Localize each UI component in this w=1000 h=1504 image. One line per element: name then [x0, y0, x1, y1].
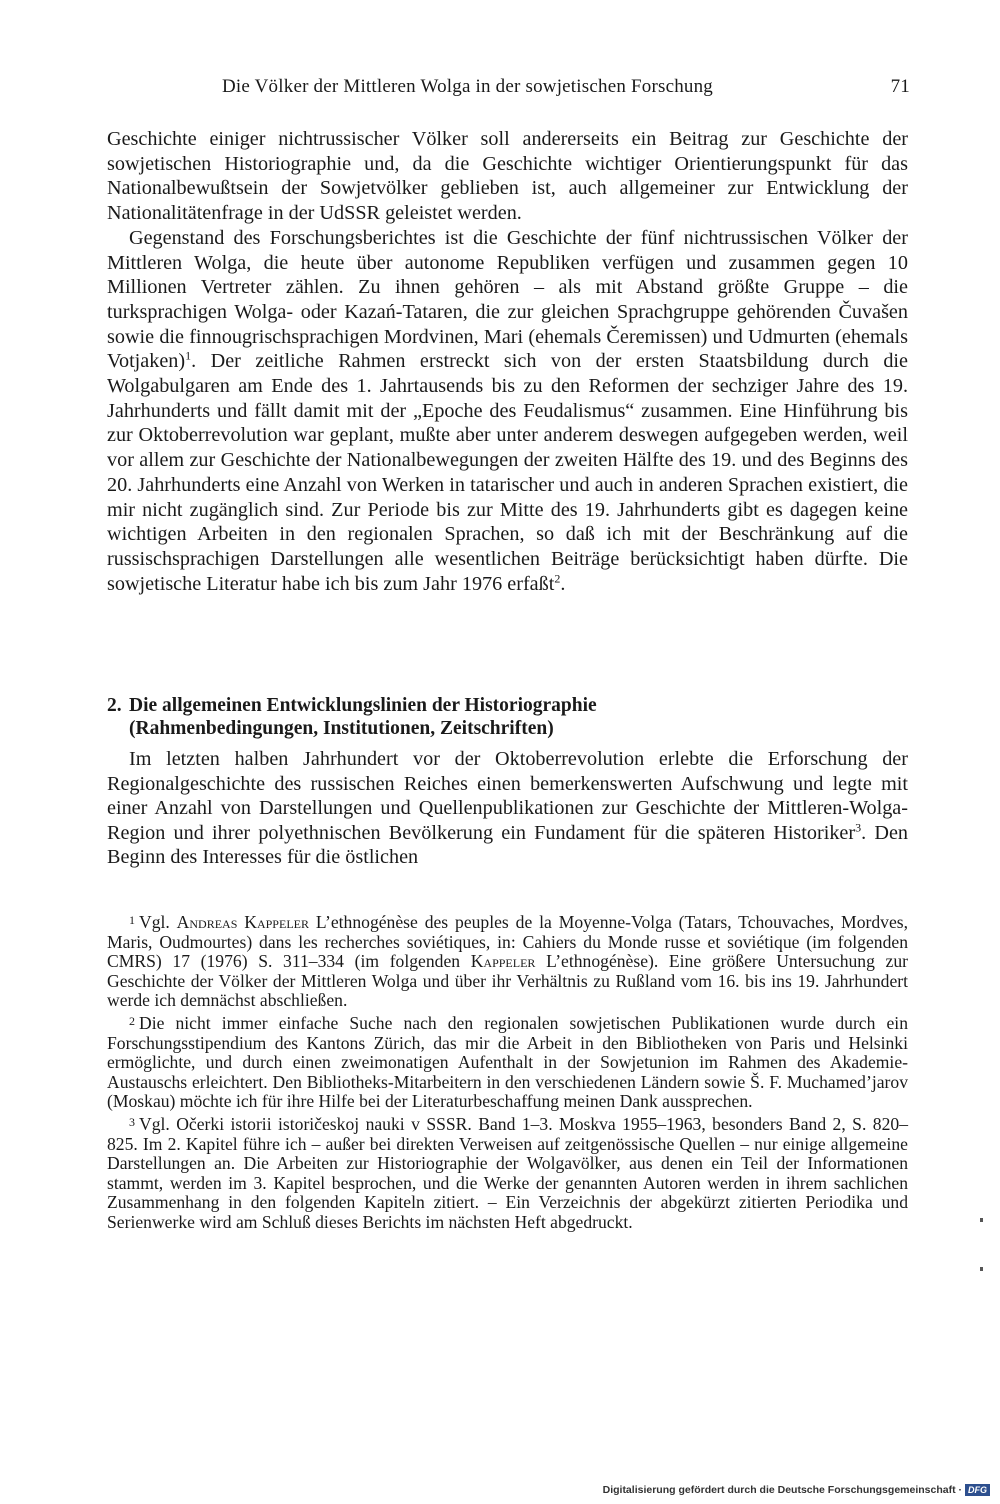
paragraph	[107, 226, 908, 597]
section-heading	[107, 694, 908, 740]
footnote-author: Andreas Kappeler	[176, 912, 309, 932]
footnote-text: L’ethnogénèse). Eine größere Untersuchung zur Geschichte der Völker der Mittleren Wolga und über ihr Verhältnis zu Rußland vom 16. bis ins 19. Jahrhundert werde ich demnächst abschließen.	[107, 951, 909, 1011]
section-body	[107, 747, 908, 870]
footnote-3	[107, 1113, 908, 1233]
footnote-marker: 3	[129, 1114, 135, 1129]
body-text	[107, 127, 908, 596]
digitization-notice	[603, 1484, 990, 1496]
paragraph-text: Im letzten halben Jahrhundert vor der Oktoberrevolution erlebte die Erforschung der Regionalgeschichte des russischen Reiches einen bemerkenswerten Aufschwung und legte mit einer Anzahl von Darstellungen und Quellenpublikationen zur Geschichte der Mittleren-Wolga-Region und ihrer polyethnischen Bevölkerung ein Fundament für die späteren Historiker	[107, 748, 908, 844]
digitization-text: Digitalisierung gefördert durch die Deutsche Forschungsgemeinschaft ·	[602, 1484, 962, 1496]
running-title: Die Völker der Mittleren Wolga in der sowjetischen Forschung	[222, 76, 713, 97]
footnote-2	[107, 1012, 908, 1112]
paragraph	[107, 747, 908, 870]
paragraph-text: .	[560, 572, 566, 595]
footnote-text: Die nicht immer einfache Suche nach den regionalen sowjetischen Publikationen wurde durch ein Forschungsstipendium des Kantons Zürich, das mir die Arbeit in den Bibliotheken von Paris und Helsinki ermöglichte, und durch einen zweimonatigen Aufenthalt in der Sowjetunion im Rahmen des Akademie-Austauschs erleichtert. Den Bibliotheks-Mitarbeitern in den verschiedenen Ländern sowie Š. F. Muchamed’jarov (Moskau) möchte ich für ihre Hilfe bei der Literaturbeschaffung meinen Dank aussprechen.	[107, 1012, 908, 1112]
paragraph-text: Geschichte einiger nichtrussischer Völker soll andererseits ein Beitrag zur Geschichte der sowjetischen Historiographie und, da die Geschichte wichtiger Orientierungspunkt für das Nationalbewußtsein der Sowjetvölker geblieben ist, auch allgemeiner zur Entwicklung der Nationalitätenfrage in der UdSSR geleistet werden.	[107, 128, 908, 225]
dfg-logo-icon: DFG	[965, 1484, 990, 1496]
footnotes	[107, 911, 908, 1234]
paragraph-text: . Den Beginn des Interesses für die östlichen	[107, 821, 908, 868]
footnote-text: Vgl.	[139, 912, 177, 932]
section-title-line1: Die allgemeinen Entwicklungslinien der Historiographie	[129, 695, 597, 716]
paragraph-text: . Der zeitliche Rahmen erstreckt sich von der ersten Staatsbildung durch die Wolgabulgaren am Ende des 1. Jahrtausends bis zu den Reformen der sechziger Jahre des 19. Jahrhunderts und fällt damit mit der „Epoche des Feudalismus“ zusammen. Eine Hinführung bis zur Oktoberrevolution war geplant, mußte aber unter anderem deswegen aufgegeben werden, weil vor allem zur Geschichte der Nationalbewegungen der zweiten Hälfte des 19. und des Beginns des 20. Jahrhunderts eine Anzahl von Werken in tatarischer und auch in anderen Sprachen existiert, die mir nicht zugänglich sind. Zur Periode bis zur Mitte des 19. Jahrhunderts gibt es dagegen keine wichtigen Arbeiten in den regionalen Sprachen, so daß ich mit der Beschränkung auf die russischsprachigen Darstellungen alle wesentlichen Beiträge berücksichtigt haben dürfte. Die sowjetische Literatur habe ich bis zum Jahr 1976 erfaßt	[107, 350, 908, 595]
footnote-author: Kappeler	[470, 951, 536, 972]
footnote-reference: 2	[554, 570, 561, 585]
footnote-marker: 2	[129, 1013, 135, 1028]
footnote-reference: 1	[185, 348, 192, 363]
section-number: 2.	[107, 695, 122, 716]
section-title-line2: (Rahmenbedingungen, Institutionen, Zeitschriften)	[129, 718, 554, 739]
paragraph	[107, 127, 908, 226]
footnote-marker: 1	[129, 913, 135, 927]
margin-mark	[980, 1218, 983, 1222]
footnote-text: Vgl. Očerki istorii istoričeskoj nauki v SSSR. Band 1–3. Moskva 1955–1963, besonders Band 2, S. 820–825. Im 2. Kapitel führe ich – außer bei direkten Verweisen auf zeitgenössische Quellen – nur einige allgemeine Darstellungen an. Die Arbeiten zur Historiographie der Wolgavölker, aus denen ein Teil der Informationen stammt, werden im 3. Kapitel besprochen, und die Werke der genannten Autoren werden in ihrem sachlichen Zusammenhang in den folgenden Kapiteln zitiert. – Ein Verzeichnis der abgekürzt zitierten Periodika und Serienwerke wird am Schluß dieses Berichts im nächsten Heft abgedruckt.	[107, 1113, 908, 1232]
margin-mark	[980, 1267, 983, 1271]
footnote-text: L’ethnogénèse des peuples de la Moyenne-Volga (Tatars, Tchouvaches, Mordves, Maris, Oudmourtes) dans les recherches soviétiques, in: Cahiers du Monde russe et soviétique (im folgenden CMRS) 17 (1976) S. 311–334 (im folgenden	[107, 912, 908, 972]
footnote-reference: 3	[855, 819, 862, 834]
page-number: 71	[890, 76, 910, 97]
paragraph-text: Gegenstand des Forschungsberichtes ist die Geschichte der fünf nichtrussischen Völker der Mittleren Wolga, die heute über autonome Republiken verfügen und zusammen gegen 10 Millionen Vertreter zählen. Zu ihnen gehören – als mit Abstand größte Gruppe – die turksprachigen Wolga- oder Kazań-Tataren, die zur gleichen Sprachgruppe gehörenden Čuvašen sowie die finnougrischsprachigen Mordvinen, Mari (ehemals Čeremissen) und Udmurten (ehemals Votjaken)	[107, 226, 908, 373]
footnote-1	[107, 911, 908, 1011]
running-head	[210, 76, 910, 102]
